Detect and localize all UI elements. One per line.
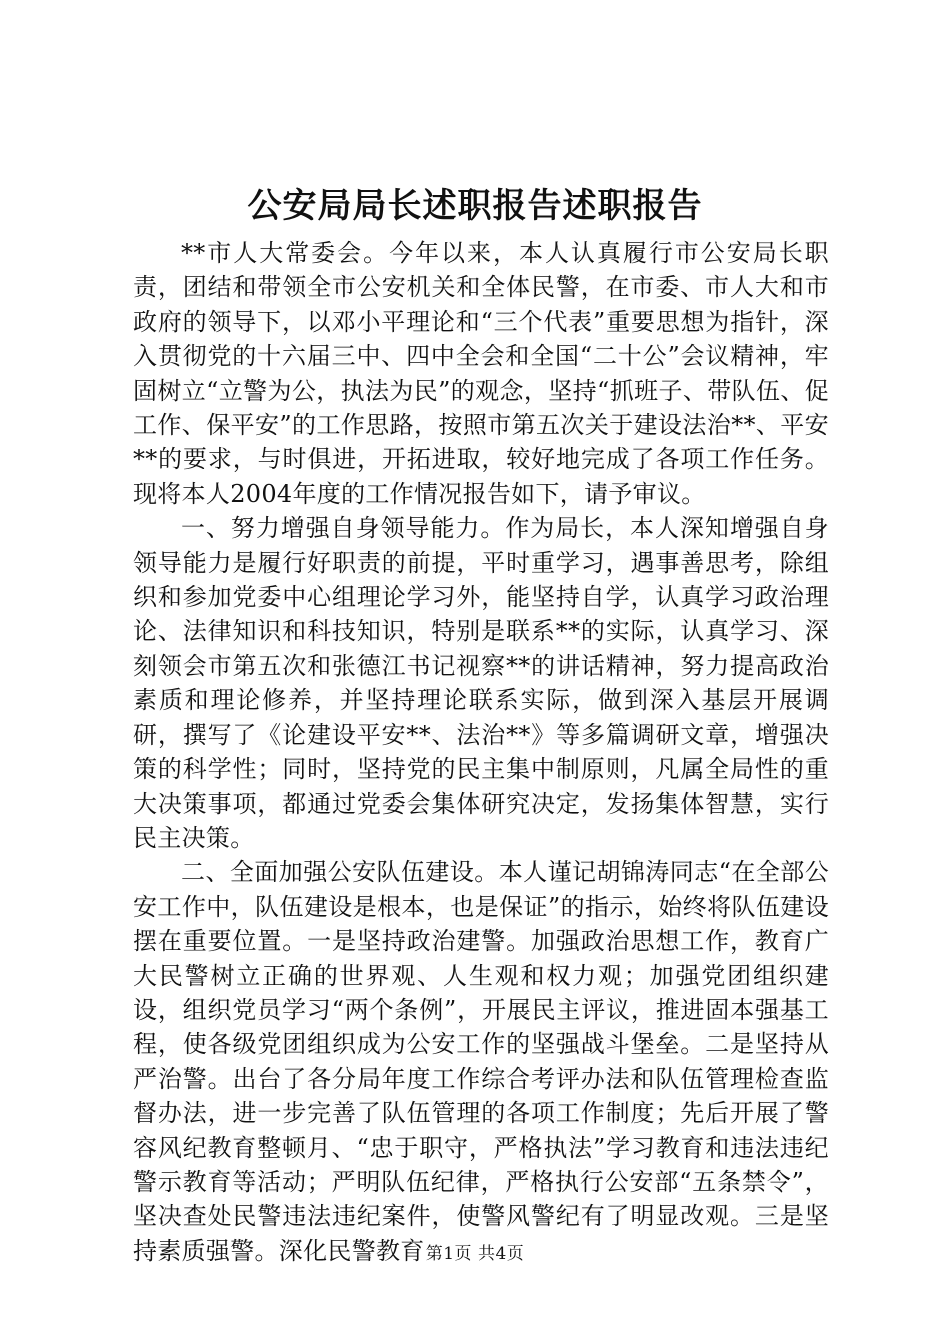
paragraph-leadership: 一、努力增强自身领导能力。作为局长，本人深知增强自身领导能力是履行好职责的前提，平时重学习，遇事善思考，除组织和参加党委中心组理论学习外，能坚持自学，认真学习政治理论、法律知识和科技知识，特别是联系**的实际，认真学习、深刻领会市第五次和张德江书记视察**的讲话精神，努力提高政治素质和理论修养，并坚持理论联系实际，做到深入基层开展调研，撰写了《论建设平安**、法治**》等多篇调研文章，增强决策的科学性；同时，坚持党的民主集中制原则，凡属全局性的重大决策事项，都通过党委会集体研究决定，发扬集体智慧，实行民主决策。 bbox=[133, 514, 829, 852]
paragraph-intro: **市人大常委会。今年以来，本人认真履行市公安局长职责，团结和带领全市公安机关和全体民警，在市委、市人大和市政府的领导下，以邓小平理论和“三个代表”重要思想为指针，深入贯彻党的十六届三中、四中全会和全国“二十公”会议精神，牢固树立“立警为公，执法为民”的观念，坚持“抓班子、带队伍、促工作、保平安”的工作思路，按照市第五次关于建设法治**、平安**的要求，与时俱进，开拓进取，较好地完成了各项工作任务。现将本人2004年度的工作情况报告如下，请予审议。 bbox=[133, 239, 829, 508]
paragraph-team-building: 二、全面加强公安队伍建设。本人谨记胡锦涛同志“在全部公安工作中，队伍建设是根本，也是保证”的指示，始终将队伍建设摆在重要位置。一是坚持政治建警。加强政治思想工作，教育广大民警树立正确的世界观、人生观和权力观；加强党团组织建设，组织党员学习“两个条例”，开展民主评议，推进固本强基工程，使各级党团组织成为公安工作的坚强战斗堡垒。二是坚持从严治警。出台了各分局年度工作综合考评办法和队伍管理检查监督办法，进一步完善了队伍管理的各项工作制度；先后开展了警容风纪教育整顿月、“忠于职守，严格执法”学习教育和违法违纪警示教育等活动；严明队伍纪律，严格执行公安部“五条禁令”，坚决查处民警违法违纪案件，使警风警纪有了明显改观。三是坚持素质强警。深化民警教育 bbox=[133, 858, 829, 1265]
page-footer: 第1页 共4页 bbox=[425, 1244, 525, 1264]
document-title: 公安局局长述职报告述职报告 bbox=[247, 186, 703, 226]
document-body bbox=[133, 236, 829, 1268]
